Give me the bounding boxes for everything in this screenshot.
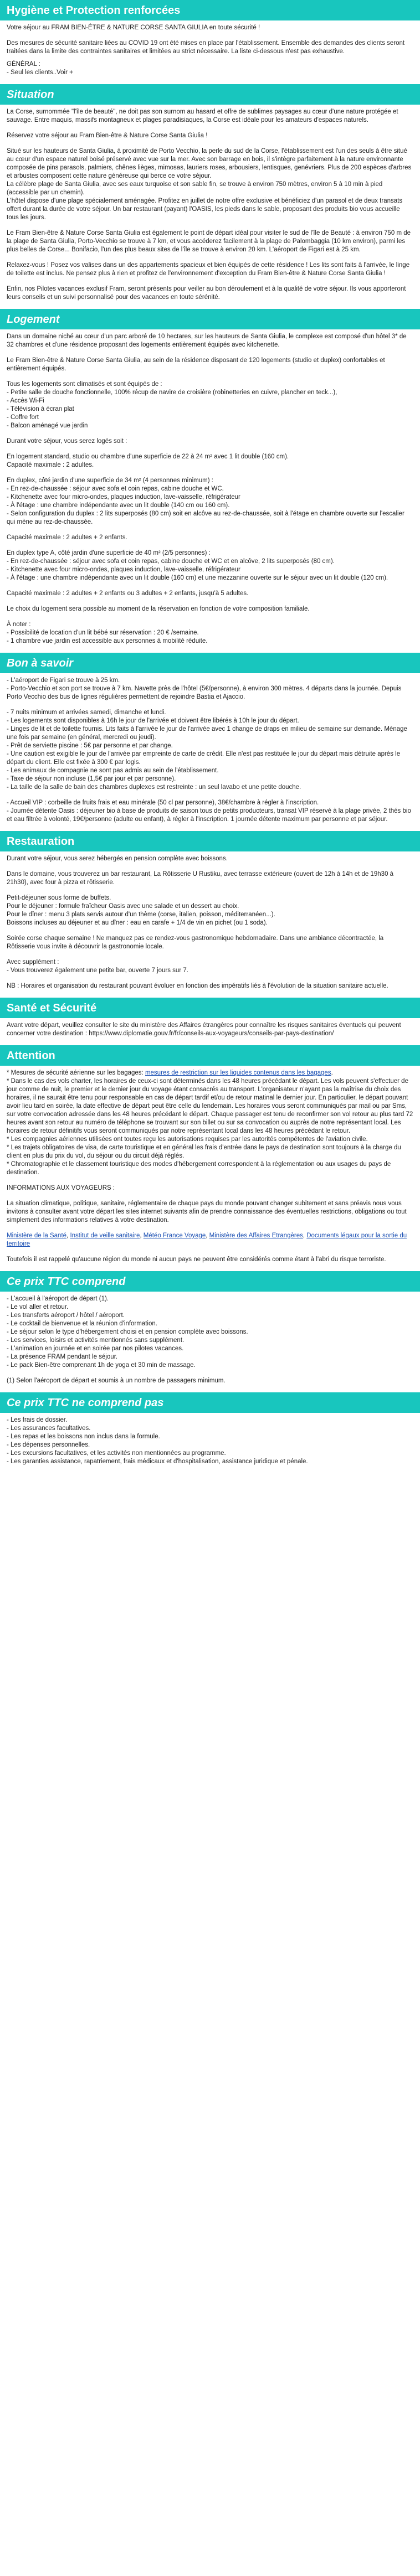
list-item: - Le séjour selon le type d'hébergement choisi et en pension complète avec boissons. <box>7 1329 248 1335</box>
section-title-sante: Santé et Sécurité <box>0 998 420 1018</box>
section-title-situation: Situation <box>0 84 420 105</box>
bon-a-savoir-section <box>0 677 420 824</box>
situation-paragraph: Réservez votre séjour au Fram Bien-être & Nature Corse Santa Giulia ! <box>7 132 208 139</box>
list-item: - 1 chambre vue jardin est accessible aux personnes à mobilité réduite. <box>7 638 208 644</box>
bon-a-savoir-list <box>7 709 413 792</box>
list-item: - Une caution est exigible le jour de l'arrivée par empreinte de carte de crédit. Elle n'est pas restituée le jour du départ mais détruite après le départ du client. Elle est fixée à 300 € par logis. <box>7 751 401 766</box>
list-item: - Kitchenette avec four micro-ondes, plaques induction, lave-vaisselle, réfrigérateur <box>7 566 240 573</box>
section-title-prix-comprend: Ce prix TTC comprend <box>0 1271 420 1292</box>
list-item: - L'aéroport de Figari se trouve à 25 km. <box>7 677 120 684</box>
situation-paragraph: Le Fram Bien-être & Nature Corse Santa Giulia est également le point de départ idéal pour visiter le sud de l'île de Beauté : à environ 750 m de la plage de Santa Giulia, Porto-Vecchio se trouve à 7 km, et vous accéderez facilement à la plage de Palombaggia (10 km environ), parmi les plus belles de Corse... Bonifacio, l'un des plus beaux sites de l'île se trouve à environ 20 km. L'aéroport de Figari est à 25 km. <box>7 230 411 253</box>
travel-links: Ministère de la Santé, Institut de veille sanitaire, Météo France Voyage, Ministère des Affaires Etrangères, Documents légaux pour la sortie du territoire <box>7 1232 407 1247</box>
attention-paragraph: Toutefois il est rappelé qu'aucune région du monde ni aucun pays ne peuvent être considérés comme étant à l'abri du risque terroriste. <box>7 1256 386 1263</box>
list-item: - Les garanties assistance, rapatriement, frais médicaux et d'hospitalisation, assistance juridique et pénale. <box>7 1458 308 1465</box>
list-item: - Taxe de séjour non incluse (1,5€ par jour et par personne). <box>7 776 176 782</box>
list-item: - Accueil VIP : corbeille de fruits frais et eau minérale (50 cl par personne), 38€/chambre à régler à l'inscription. <box>7 799 319 806</box>
list-item: - La taille de la salle de bain des chambres duplexes est restreinte : un seul lavabo et une petite douche. <box>7 784 301 791</box>
list-item: Boissons incluses au déjeuner et au dîner : eau en carafe + 1/4 de vin en pichet (ou 1 soda). <box>7 920 268 926</box>
list-item: - L'accueil à l'aéroport de départ (1). <box>7 1295 109 1302</box>
prix-comprend-note: (1) Selon l'aéroport de départ et soumis à un nombre de passagers minimum. <box>7 1377 226 1384</box>
logement-notes-list <box>7 629 413 646</box>
attention-bullet-text: . <box>331 1070 333 1076</box>
attention-bullet: * Dans le cas des vols charter, les horaires de ceux-ci sont déterminés dans les 48 heures précédant le départ. Les vols peuvent s'effectuer de jour comme de nuit, le premier et le dernier jour du voyage étant consacrés au transport. L'organisateur n'ayant pas la maîtrise du choix des horaires, il ne saurait être tenu pour responsable en cas de départ tardif et/ou de retour matinal le dernier jour. En particulier, le départ pouvant avoir lieu tard en soirée, la date effective de départ peut être celle du lendemain. Les horaires vous seront communiqués par mail ou par Sms, sur votre convocation adressée dans les 48 heures précédant le départ. Chaque passager est tenu de reconfirmer son vol retour au plus tard 72 heures avant son retour au numéro de téléphone se trouvant sur son billet ou sur sa convocation ou auprès de notre représentant local. Les horaires de retour définitifs vous seront communiqués par notre représentant local dans les 48 heures précédant le retour. <box>7 1078 413 1134</box>
logement-paragraph: En duplex type A, côté jardin d'une superficie de 40 m² (2/5 personnes) : <box>7 550 211 556</box>
logement-paragraph: En logement standard, studio ou chambre d'une superficie de 22 à 24 m² avec 1 lit double (160 cm). <box>7 453 289 460</box>
list-item: - Porto-Vecchio et son port se trouve à 7 km. Navette près de l'hôtel (5€/personne), à environ 300 mètres. 4 départs dans la journée. Depuis Porto Vecchio des bus de lignes régulières permettent de rejoindre Bastia et Ajaccio. <box>7 685 402 700</box>
list-item: - Les assurances facultatives. <box>7 1425 91 1432</box>
list-item: - Le cocktail de bienvenue et la réunion d'information. <box>7 1320 157 1327</box>
attention-paragraph: La situation climatique, politique, sanitaire, réglementaire de chaque pays du monde pouvant changer subitement et sans préavis nous vous invitons à consulter avant votre départ les sites internet suivants afin de prendre connaissance des éventuelles restrictions, obligations ou tout simplement des informations relatives à votre destination. <box>7 1200 407 1224</box>
restauration-supplement-item: - Vous trouverez également une petite bar, ouverte 7 jours sur 7. <box>7 967 188 974</box>
list-item: - Les animaux de compagnie ne sont pas admis au sein de l'établissement. <box>7 767 219 774</box>
situation-paragraph: L'hôtel dispose d'une plage spécialement aménagée. Profitez en juillet de notre offre exclusive et bénéficiez d'un parasol et de deux transats offert durant la durée de votre séjour. Un bar restaurant (payant) l'OASIS, les pieds dans le sable, proposant des produits bio vous accueille tous les jours. <box>7 198 403 221</box>
list-item: - Possibilité de location d'un lit bébé sur réservation : 20 € /semaine. <box>7 629 199 636</box>
meteo-france-link[interactable]: Météo France Voyage <box>143 1232 206 1239</box>
list-item: - Le vol aller et retour. <box>7 1304 69 1310</box>
logement-duplex-list <box>7 485 413 526</box>
list-item: Pour le déjeuner : formule fraîcheur Oasis avec une salade et un dessert au choix. <box>7 903 239 910</box>
prix-ne-comprend-section <box>0 1416 420 1466</box>
section-title-prix-ne-comprend: Ce prix TTC ne comprend pas <box>0 1392 420 1413</box>
list-item: - Petite salle de douche fonctionnelle, 100% récup de navire de croisière (robinetteries en cuivre, plancher en teck...), <box>7 389 337 396</box>
restauration-paragraph: Durant votre séjour, vous serez hébergés en pension complète avec boissons. <box>7 855 228 862</box>
logement-section <box>0 333 420 646</box>
restauration-paragraph: Soirée corse chaque semaine ! Ne manquez pas ce rendez-vous gastronomique hebdomadaire. Dans une ambiance décontractée, la Rôtisserie vous invite à découvrir la gastronomie locale. <box>7 935 384 950</box>
list-item: - Les dépenses personnelles. <box>7 1442 90 1448</box>
logement-paragraph: Dans un domaine niché au cœur d'un parc arboré de 10 hectares, sur les hauteurs de Santa Giulia, le complexe est composé d'un hôtel 3* de 32 chambres et d'une résidence proposant des logements entièrement équipés avec kitchenette. <box>7 333 407 348</box>
logement-capacity: Capacité maximale : 2 adultes + 2 enfants. <box>7 534 127 541</box>
situation-paragraph: Situé sur les hauteurs de Santa Giulia, à proximité de Porto Vecchio, la perle du sud de la Corse, l'établissement est l'un des seuls à être situé au cœur d'un espace naturel boisé préservé avec vue sur la mer. Avec son barrage en bois, il s'intègre parfaitement à la nature environnante composée de pins parasols, palmiers, chênes lièges, mimosas, lauriers roses, arbousiers, lentisques, genévriers. Plus de 200 espèces d'arbres et arbustes composent cette nature généreuse qui berce ce votre séjour. <box>7 148 412 179</box>
list-item: - Balcon aménagé vue jardin <box>7 422 88 429</box>
list-item: - En rez-de-chaussée : séjour avec sofa et coin repas, cabine douche et WC. <box>7 486 224 492</box>
hygiene-intro: Votre séjour au FRAM BIEN-ÊTRE & NATURE CORSE SANTA GIULIA en toute sécurité ! <box>7 24 260 31</box>
logement-paragraph: Le Fram Bien-être & Nature Corse Santa Giulia, au sein de la résidence disposant de 120 logements (studio et duplex) confortables et entièrement équipés. <box>7 357 385 372</box>
section-title-logement: Logement <box>0 309 420 329</box>
bon-a-savoir-list <box>7 799 413 824</box>
affaires-etrangeres-link[interactable]: Ministère des Affaires Etrangères <box>209 1232 303 1239</box>
hygiene-section <box>0 24 420 77</box>
list-item: - Journée détente Oasis : déjeuner bio à base de produits de saison tous de petits producteurs, transat VIP réservé à la plage privée, 2 thés bio et eau filtrée à volonté, 19€/personne (adulte ou enfant), à régler à l'inscription. 1 journée détente maximum par personne et par séjour. <box>7 808 411 823</box>
list-item: - Kitchenette avec four micro-ondes, plaques induction, lave-vaisselle, réfrigérateur <box>7 494 240 500</box>
attention-section <box>0 1069 420 1264</box>
liquids-restriction-link[interactable]: mesures de restriction sur les liquides contenus dans les bagages <box>145 1070 331 1076</box>
list-item: - En rez-de-chaussée : séjour avec sofa et coin repas, cabine douche et WC et en alcôve, 2 lits superposés (80 cm). <box>7 558 335 565</box>
logement-capacity: Capacité maximale : 2 adultes. <box>7 462 94 468</box>
logement-equipment-title: Tous les logements sont climatisés et sont équipés de : <box>7 381 162 388</box>
situation-paragraph: Relaxez-vous ! Posez vos valises dans un des appartements spacieux et bien équipés de cette résidence ! Les lits sont faits à l'arrivée, le linge de toilette est inclus. Ne pensez plus à rien et profitez de l'environnement d'exception du Fram Bien-être & Nature Corse Santa Giulia ! <box>7 262 410 277</box>
list-item: - Les frais de dossier. <box>7 1417 68 1423</box>
info-voyageurs-title: INFORMATIONS AUX VOYAGEURS : <box>7 1185 115 1191</box>
hygiene-paragraph: Des mesures de sécurité sanitaire liées au COVID 19 ont été mises en place par l'établissement. Ensemble des demandes des clients seront traitées dans la limite des contraintes sanitaires et limitées au strict nécessaire. La liste ci-dessous n'est pas exhaustive. <box>7 40 405 55</box>
sante-section <box>0 1021 420 1038</box>
prix-ne-comprend-list <box>7 1416 413 1466</box>
list-item: - Selon configuration du duplex : 2 lits superposés (80 cm) soit en alcôve au rez-de-chaussée, soit à l'étage en chambre ouverte sur l'escalier qui mène au rez-de-chaussée. <box>7 510 404 525</box>
section-title-restauration: Restauration <box>0 831 420 851</box>
restauration-buffet-title: Petit-déjeuner sous forme de buffets. <box>7 895 111 901</box>
situation-paragraph: La célèbre plage de Santa Giulia, avec ses eaux turquoise et son sable fin, se trouve à environ 750 mètres, environ 5 à 10 min à pied (accessible par un chemin). <box>7 181 383 196</box>
list-item: Pour le dîner : menu 3 plats servis autour d'un thème (corse, italien, poisson, méditerranéen...). <box>7 911 275 918</box>
list-item: - Télévision à écran plat <box>7 406 74 412</box>
restauration-meals-list <box>7 902 413 927</box>
documents-legaux-link[interactable]: Documents légaux pour la sortie du territoire <box>7 1232 407 1247</box>
list-item: - À l'étage : une chambre indépendante avec un lit double (140 cm ou 160 cm). <box>7 502 230 509</box>
list-item: - Coffre fort <box>7 414 39 421</box>
section-title-bon-a-savoir: Bon à savoir <box>0 653 420 673</box>
list-item: - Accès Wi-Fi <box>7 398 44 404</box>
situation-paragraph: La Corse, surnommée "l'île de beauté", ne doit pas son surnom au hasard et offre de sublimes paysages au cœur d'une nature protégée et sauvage. Entre maquis, massifs montagneux et plages paradisiaques, la Corse est idéale pour les amateurs d'espaces naturels. <box>7 109 398 123</box>
prix-comprend-list <box>7 1295 413 1370</box>
attention-bullet: * Les compagnies aériennes utilisées ont toutes reçu les autorisations requises par les autorités compétentes de l'aviation civile. <box>7 1136 368 1143</box>
attention-bullet-text: * Mesures de sécurité aérienne sur les bagages: <box>7 1070 145 1076</box>
ministere-sante-link[interactable]: Ministère de la Santé <box>7 1232 67 1239</box>
prix-comprend-section <box>0 1295 420 1385</box>
veille-sanitaire-link[interactable]: Institut de veille sanitaire <box>70 1232 140 1239</box>
situation-section <box>0 108 420 302</box>
bon-a-savoir-list <box>7 677 413 701</box>
attention-bullet <box>7 1069 413 1077</box>
list-item: - Les excursions facultatives, et les activités non mentionnées au programme. <box>7 1450 226 1457</box>
list-item: - Les repas et les boissons non inclus dans la formule. <box>7 1433 160 1440</box>
sante-paragraph: Avant votre départ, veuillez consulter le site du ministère des Affaires étrangères pour connaître les risques sanitaires éventuels qui peuvent concerner votre destination : https://www.diplomatie.gouv.fr/fr/conseils-aux-voyageurs/conseils-par-pays-destination/ <box>7 1022 401 1037</box>
logement-note-label: À noter : <box>7 621 31 628</box>
list-item: - 7 nuits minimum et arrivées samedi, dimanche et lundi. <box>7 709 166 716</box>
list-item: - À l'étage : une chambre indépendante avec un lit double (160 cm) et une mezzanine ouverte sur le séjour avec un lit double (120 cm). <box>7 575 388 581</box>
logement-paragraph: Durant votre séjour, vous serez logés soit : <box>7 438 127 445</box>
logement-equipment-list <box>7 389 413 430</box>
restauration-supplement-title: Avec supplément : <box>7 959 59 966</box>
restauration-paragraph: NB : Horaires et organisation du restaurant pouvant évoluer en fonction des impératifs liés à l'évolution de la situation sanitaire actuelle. <box>7 983 388 989</box>
logement-duplex-a-list <box>7 557 413 582</box>
list-item: - Prêt de serviette piscine : 5€ par personne et par change. <box>7 742 173 749</box>
hygiene-see-more-link[interactable]: - Seul les clients..Voir + <box>7 69 73 76</box>
restauration-paragraph: Dans le domaine, vous trouverez un bar restaurant, La Rôtisserie U Rustiku, avec terrasse extérieure (ouvert de 12h à 14h et de 19h30 à 21h30), avec four à pizza et rôtisserie. <box>7 871 394 886</box>
list-item: - Les logements sont disponibles à 16h le jour de l'arrivée et doivent être libérés à 10h le jour du départ. <box>7 717 299 724</box>
situation-paragraph: Enfin, nos Pilotes vacances exclusif Fram, seront présents pour veiller au bon déroulement et à la qualité de votre séjour. Ils vous apporteront leurs conseils et un suivi personnalisé pour des vacances en toute sérénité. <box>7 286 406 301</box>
list-item: - Le pack Bien-être comprenant 1h de yoga et 30 min de massage. <box>7 1362 196 1369</box>
attention-bullet: * Chromatographie et le classement touristique des modes d'hébergement correspondent à la réglementation ou aux usages du pays de destination. <box>7 1161 391 1176</box>
list-item: - La présence FRAM pendant le séjour. <box>7 1354 118 1360</box>
list-item: - Linges de lit et de toilette fournis. Lits faits à l'arrivée le jour de l'arrivée avec 1 change de draps en milieu de semaine sur demande. Ménage une fois par semaine (en général, mercredi ou jeudi). <box>7 726 407 741</box>
list-item: - Les transferts aéroport / hôtel / aéroport. <box>7 1312 125 1319</box>
logement-paragraph: Le choix du logement sera possible au moment de la réservation en fonction de votre composition familiale. <box>7 606 310 612</box>
section-title-hygiene: Hygiène et Protection renforcées <box>0 0 420 20</box>
attention-bullet: * Les trajets obligatoires de visa, de carte touristique et en général les frais d'entrée dans le pays de destination sont toujours à la charge du client en plus du prix du vol, du séjour ou du circuit déjà réglés. <box>7 1144 401 1159</box>
list-item: - L'animation en journée et en soirée par nos pilotes vacances. <box>7 1345 184 1352</box>
restauration-section <box>0 855 420 990</box>
logement-paragraph: En duplex, côté jardin d'une superficie de 34 m² (4 personnes minimum) : <box>7 477 213 484</box>
hygiene-general-label: GÉNÉRAL : <box>7 61 40 68</box>
logement-capacity: Capacité maximale : 2 adultes + 2 enfants ou 3 adultes + 2 enfants, jusqu'à 5 adultes. <box>7 590 249 597</box>
list-item: - Les services, loisirs et activités mentionnés sans supplément. <box>7 1337 185 1344</box>
section-title-attention: Attention <box>0 1045 420 1066</box>
